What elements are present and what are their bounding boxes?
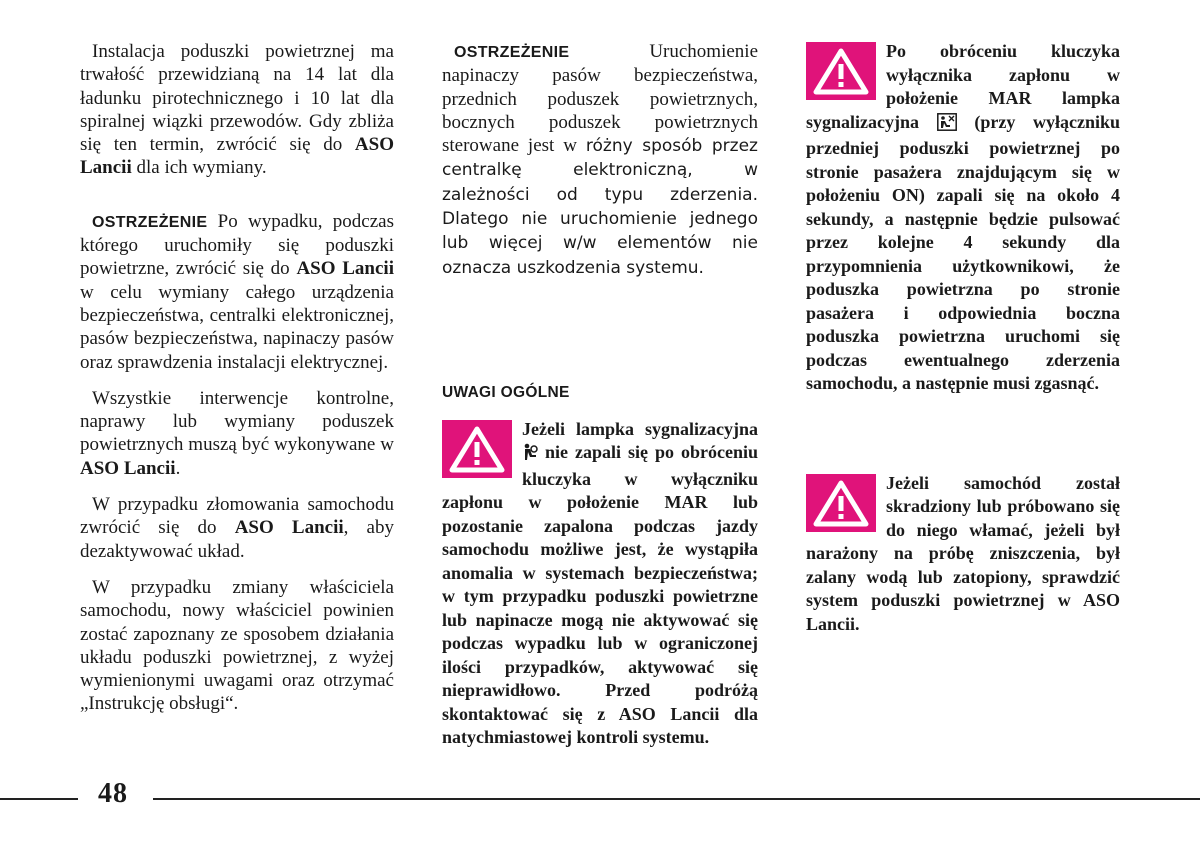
warning-triangle-icon	[806, 474, 876, 532]
warning-text-theft: Jeżeli samochód został skradziony lub próbowano się do niego włamać, jeżeli był narażony na próbę zniszczenia, był zalany wodą lub zatopiony, sprawdzić system poduszki powietrznej w ASO Lancii.	[806, 472, 1120, 634]
paragraph-airbag-lifetime: Instalacja poduszki powietrznej ma trwałość przewidzianą na 14 lat dla ładunku pirotechnicznego i 10 lat dla spiralnej wiązki przewodów. Gdy zbliża się ten termin, zwrócić się do ASO Lancii dla ich wymiany.	[80, 41, 394, 179]
column-right	[806, 40, 1120, 636]
warning-label: OSTRZEŻENIE	[92, 213, 208, 231]
paragraph-warning-activation: OSTRZEŻENIE Uruchomienie napinaczy pasów bezpieczeństwa, przednich poduszek powietrznych, bocznych poduszek powietrznych sterowane jest w różny sposób przez centralkę elektroniczną, w zależności od typu zderzenia. Dlatego nie uruchomienie jednego lub więcej w/w elementów nie oznacza uszkodzenia systemu.	[442, 41, 758, 278]
airbag-warning-icon	[522, 443, 538, 468]
footer-rule-left	[0, 798, 78, 800]
warning-triangle-icon	[806, 42, 876, 100]
column-left	[80, 40, 394, 716]
warning-box-theft	[806, 472, 1120, 637]
footer-rule-right	[153, 798, 1200, 800]
warning-box-lamp	[442, 418, 758, 750]
aso-lancii-ref: ASO Lancii	[296, 258, 394, 280]
page-number: 48	[98, 778, 128, 809]
aso-lancii-ref: ASO Lancii	[80, 134, 394, 179]
warning-text-lamp: Jeżeli lampka sygnalizacyjna nie zapali się po obróceniu kluczyka w wyłączniku zapłonu w położenie MAR lub pozostanie zapalona podczas jazdy samochodu możliwe jest, że wystąpiła anomalia w systemach bezpieczeństwa; w tym przypadku poduszki powietrzne lub napinacze mogą nie aktywować się podczas wypadku lub w ograniczonej ilości przypadków, aktywować się nieprawidłowo. Przed podróżą skontaktować się z ASO Lancii dla natychmiastowej kontroli systemu.	[442, 418, 758, 748]
warning-label: OSTRZEŻENIE	[454, 44, 570, 61]
paragraph-warning-after-accident: OSTRZEŻENIE Po wypadku, podczas którego uruchomiły się poduszki powietrzne, zwrócić się do ASO Lancii w celu wymiany całego urządzenia bezpieczeństwa, centralki elektronicznej, pasów bezpieczeństwa, napinaczy pasów oraz sprawdzenia instalacji elektrycznej.	[80, 210, 394, 373]
paragraph-owner-change: W przypadku zmiany właściciela samochodu, nowy właściciel powinien zostać zapoznany ze sposobem działania układu poduszki powietrznej, z wyżej wymienionymi uwagami oraz otrzymać „Instrukcję obsługi“.	[80, 576, 394, 715]
aso-lancii-ref: ASO Lancii	[234, 517, 344, 539]
column-middle	[442, 40, 758, 750]
passenger-airbag-off-icon	[937, 113, 957, 138]
aso-lancii-ref: ASO Lancii	[80, 457, 176, 479]
section-heading: UWAGI OGÓLNE	[442, 383, 570, 401]
paragraph-scrapping: W przypadku złomowania samochodu zwrócić się do ASO Lancii, aby dezaktywować układ.	[80, 494, 394, 562]
warning-text-passenger-airbag: Po obróceniu kluczyka wyłącznika zapłonu w położenie MAR lampka sygnalizacyjna (przy wyłączniku przedniej poduszki powietrznej po stronie pasażera znajdującym się w położeniu ON) zapali się na około 4 sekundy, a następnie będzie pulsować przez kolejne 4 sekundy dla przypomnienia użytkownikowi, że poduszka powietrzna po stronie pasażera i odpowiednia boczna poduszka powietrzna uruchomi się podczas ewentualnego zderzenia samochodu, a następnie musi zgasnąć.	[806, 41, 1120, 393]
warning-box-passenger-airbag	[806, 40, 1120, 396]
warning-triangle-icon	[442, 420, 512, 478]
paragraph-interventions: Wszystkie interwencje kontrolne, naprawy lub wymiany poduszek powietrznych muszą być wykonywane w ASO Lancii.	[80, 387, 394, 479]
